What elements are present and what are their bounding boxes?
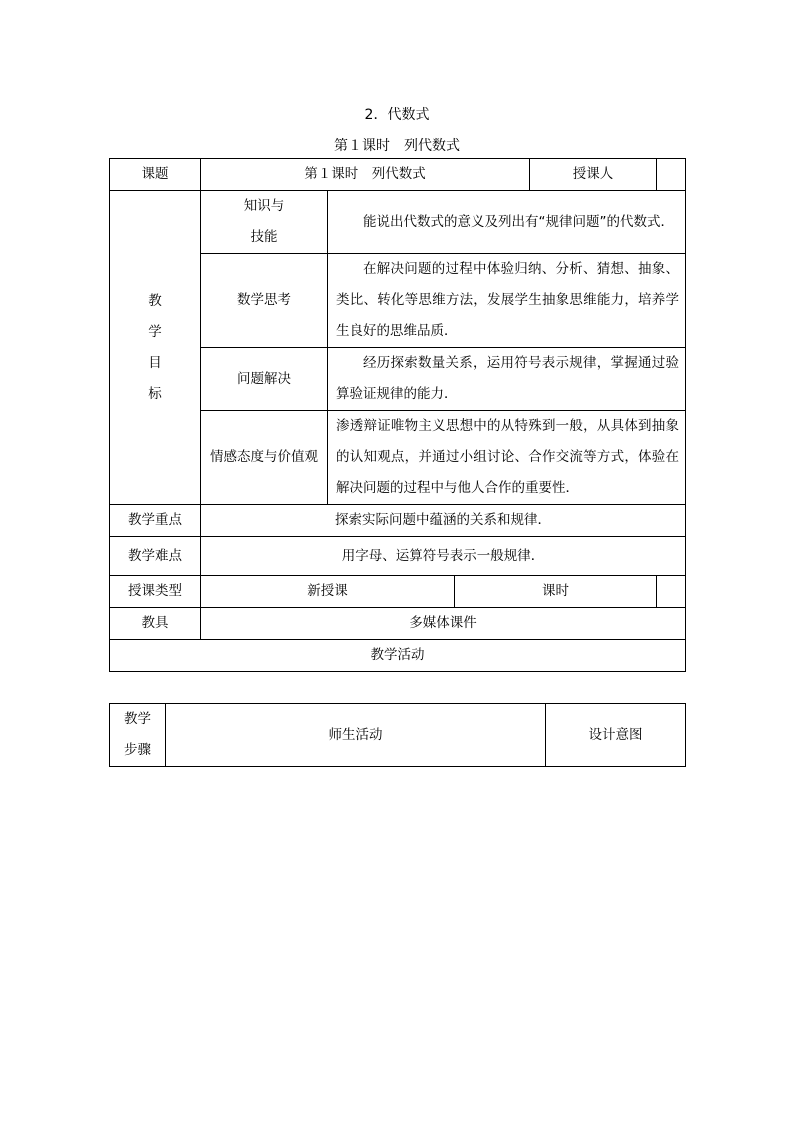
objective-label-attitude: 情感态度与价值观 [201, 411, 328, 505]
topic-label: 课题 [110, 159, 201, 191]
objective-label-problem-solving: 问题解决 [201, 348, 328, 411]
objective-text-thinking: 在解决问题的过程中体验归纳、分析、猜想、抽象、类比、转化等思维方法，发展学生抽象思维能力，培养学生良好的思维品质． [328, 254, 686, 348]
step-label-line: 步骤 [124, 742, 151, 758]
difficulties-value: 用字母、运算符号表示一般规律． [201, 537, 686, 576]
activities-header: 教学活动 [110, 640, 686, 672]
lesson-subtitle: 第１课时 列代数式 [334, 138, 460, 154]
objective-label-line: 技能 [250, 229, 278, 245]
step-label [110, 704, 166, 767]
hours-label: 课时 [455, 576, 657, 608]
tools-value: 多媒体课件 [201, 608, 686, 640]
objective-text-knowledge: 能说出代数式的意义及列出有“规律问题”的代数式． [328, 191, 686, 254]
lesson-plan-table [109, 158, 686, 672]
design-intent-label: 设计意图 [546, 704, 686, 767]
difficulties-label: 教学难点 [110, 537, 201, 576]
step-label-line: 教学 [124, 711, 151, 727]
tools-label: 教具 [110, 608, 201, 640]
hours-value [657, 576, 686, 608]
topic-value: 第１课时 列代数式 [201, 159, 530, 191]
document-title: 2．代数式 [364, 107, 430, 123]
teacher-value [657, 159, 686, 191]
key-points-label: 教学重点 [110, 505, 201, 537]
objectives-label-char: 学 [148, 323, 162, 340]
teaching-steps-table [109, 703, 686, 767]
lesson-type-label: 授课类型 [110, 576, 201, 608]
teacher-label: 授课人 [530, 159, 657, 191]
lesson-type-value: 新授课 [201, 576, 455, 608]
objective-text-problem-solving: 经历探索数量关系，运用符号表示规律，掌握通过验算验证规律的能力． [328, 348, 686, 411]
activity-label: 师生活动 [166, 704, 546, 767]
objective-label-knowledge [201, 191, 328, 254]
objectives-label-char: 教 [148, 292, 162, 309]
objectives-label-char: 标 [148, 385, 162, 402]
objectives-label-char: 目 [148, 354, 162, 371]
objective-label-thinking: 数学思考 [201, 254, 328, 348]
key-points-value: 探索实际问题中蕴涵的关系和规律． [201, 505, 686, 537]
objective-label-line: 知识与 [243, 198, 285, 214]
objective-text-attitude: 渗透辩证唯物主义思想中的从特殊到一般，从具体到抽象的认知观点，并通过小组讨论、合作交流等方式，体验在解决问题的过程中与他人合作的重要性． [328, 411, 686, 505]
objectives-label [110, 191, 201, 505]
